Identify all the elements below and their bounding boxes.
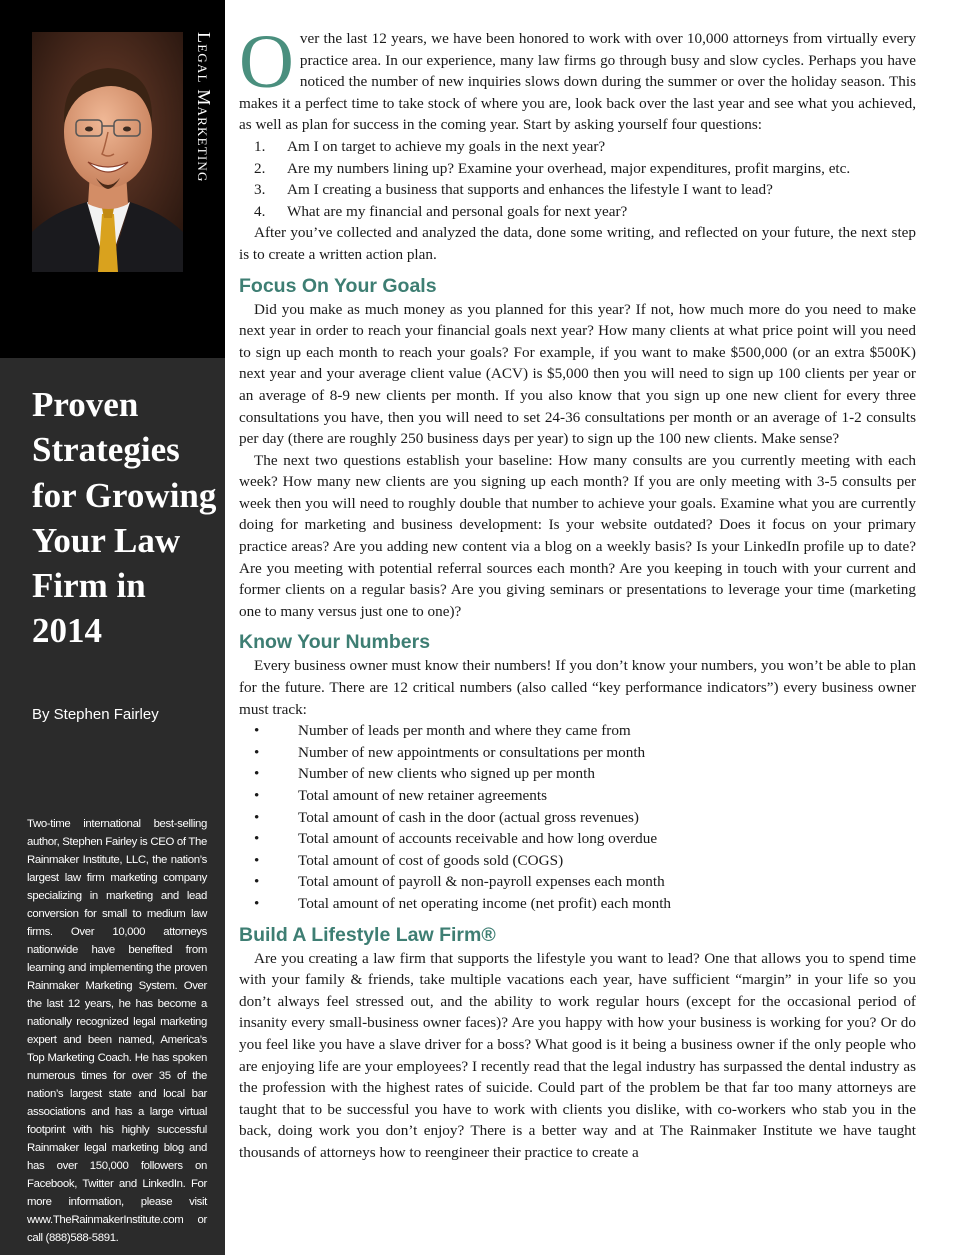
- bullet: •: [254, 743, 260, 761]
- list-item: [239, 136, 916, 158]
- column-label: [190, 32, 214, 238]
- lifestyle-paragraph-1: Are you creating a law firm that supports the lifestyle you want to lead? One that allows you to spend time with your family & friends, take multiple vacations each year, have sufficient “margin” in your life so you don’t always feel stressed out, and the ability to work regular hours (except for the occasional period of insanity every small-business owner faces)? Are you happy with how your business is working for you? Or do you feel like you have a slave driver for a boss? What good is it being a business owner if the only people who are enjoying life are your employees? I recently read that the legal industry has surpassed the dental industry as the profession with the highest rates of suicide. Could part of the problem be that far too many attorneys are taught that to be successful you have to work with clients you dislike, with co-workers who stab you in the back, doing work you don’t enjoy? There is a better way and at The Rainmaker Institute we have taught thousands of attorneys how to reengineer their practice to create a: [239, 949, 916, 1161]
- list-number: 1.: [254, 137, 266, 155]
- bullet: •: [254, 722, 260, 740]
- list-number: 3.: [254, 181, 266, 199]
- bullet: •: [254, 765, 260, 783]
- list-item-text: Am I on target to achieve my goals in the next year?: [287, 137, 606, 155]
- section-heading-lifestyle: Build A Lifestyle Law Firm®: [239, 923, 496, 946]
- list-item: [239, 807, 916, 829]
- key-numbers-list: [239, 720, 916, 914]
- list-item: [239, 158, 916, 180]
- goals-paragraph-1: Did you make as much money as you planned for this year? If not, how much more do you need to make next year in order to reach your financial goals next year? How many clients at what price point will you need to sign up each month to reach your goals? For example, if you want to make $500,000 (or an extra $500K) next year and your average client value (ACV) is $5,000 then you will need to sign up 100 clients per year or an average of 8-9 new clients per month. If you also know that you sign up one new client for every three consultations you have, then you will need to set 24-36 consultations per month or an average of 1-2 consults per day (there are roughly 250 business days per year) to sign up the 100 new clients. Make sense?: [239, 300, 916, 448]
- article-title: Proven Strategies for Growing Your Law Firm in 2014: [32, 385, 217, 651]
- list-item: [239, 893, 916, 915]
- list-item-text: Total amount of cash in the door (actual gross revenues): [298, 808, 639, 826]
- list-item: [239, 785, 916, 807]
- author-portrait-image: [32, 32, 183, 272]
- list-item: [239, 850, 916, 872]
- list-item-text: Total amount of net operating income (net profit) each month: [298, 894, 672, 912]
- list-item-text: Are my numbers lining up? Examine your overhead, major expenditures, profit margins, etc.: [287, 159, 851, 177]
- list-item-text: Number of leads per month and where they came from: [298, 722, 631, 740]
- intro-text: ver the last 12 years, we have been honored to work with over 10,000 attorneys from virtually every practice area. In our experience, many law firms go through busy and slow cycles. Perhaps you have noticed the number of new inquiries slows down during the summer or over the holiday season. This makes it a perfect time to take stock of where you are, look back over the last year and see what you achieved, as well as plan for success in the coming year. Start by asking yourself four questions:: [239, 30, 916, 134]
- list-item: [239, 763, 916, 785]
- intro-paragraph: [239, 20, 916, 136]
- column-label-text: Legal Marketing: [194, 32, 214, 183]
- list-number: 2.: [254, 159, 266, 177]
- section-heading-numbers: Know Your Numbers: [239, 631, 431, 654]
- list-item: [239, 720, 916, 742]
- list-item-text: Am I creating a business that supports and enhances the lifestyle I want to lead?: [287, 181, 773, 199]
- bullet: •: [254, 787, 260, 804]
- author-bio: Two-time international best-selling author, Stephen Fairley is CEO of The Rainmaker Institute, LLC, the nation’s largest law firm marketing company specializing in marketing and lead conversion for small to medium law firms. Over 10,000 attorneys nationwide have benefited from learning and implementing the proven Rainmaker Marketing System. Over the last 12 years, he has become a nationally recognized legal marketing expert and been named, America’s Top Marketing Coach. He has spoken numerous times for over 35 of the nation’s largest state and local bar associations and has a large virtual footprint with his highly successful Rainmaker legal marketing blog and has over 150,000 followers on Facebook, Twitter and LinkedIn. For more information, please visit www.TheRainmakerInstitute.com or call (888)588-5891.: [27, 818, 207, 1244]
- list-item-text: What are my financial and personal goals for next year?: [287, 202, 628, 220]
- numbers-paragraph-1: Every business owner must know their numbers! If you don’t know your numbers, you won’t be able to plan for the future. There are 12 critical numbers (also called “key performance indicators”) every business owner must track:: [239, 657, 916, 718]
- list-item: [239, 828, 916, 850]
- bullet: •: [254, 873, 260, 891]
- after-questions-paragraph: After you’ve collected and analyzed the data, done some writing, and reflected on your future, the next step is to create a written action plan.: [239, 224, 916, 263]
- list-item-text: Number of new appointments or consultations per month: [298, 743, 646, 761]
- bullet: •: [254, 808, 260, 826]
- bullet: •: [254, 830, 260, 848]
- section-heading-goals: Focus On Your Goals: [239, 274, 437, 297]
- bullet: •: [254, 894, 260, 912]
- list-item-text: Total amount of cost of goods sold (COGS): [298, 851, 564, 869]
- goals-paragraph-2: The next two questions establish your baseline: How many consults are you currently meeting with each week? How many new clients are you signing up each month? If you are only meeting with 3-5 consults per week then you will need to roughly double that number to achieve your goals. Examine what you are currently doing for marketing and business development: Is your website outdated? Does it focus on your primary practice areas? Are you adding new content via a blog on a weekly basis? Is your LinkedIn profile up to date? Are you meeting with potential referral sources each month? Are you keeping in touch with your current and former clients on a regular basis? Are you giving seminars or presentations to leverage your time (marketing one to many versus just one to one)?: [239, 451, 916, 620]
- list-item: [239, 179, 916, 201]
- list-item-text: Number of new clients who signed up per month: [298, 765, 595, 783]
- list-item-text: Total amount of new retainer agreements: [298, 787, 548, 804]
- questions-list: [239, 136, 916, 222]
- bullet: •: [254, 851, 260, 869]
- list-number: 4.: [254, 202, 266, 220]
- list-item: [239, 871, 916, 893]
- list-item-text: Total amount of payroll & non-payroll expenses each month: [298, 873, 665, 891]
- article-body: [239, 20, 916, 1164]
- author-photo: [32, 32, 183, 272]
- list-item: [239, 201, 916, 223]
- list-item-text: Total amount of accounts receivable and how long overdue: [298, 830, 658, 848]
- drop-cap: O: [239, 20, 294, 104]
- list-item: [239, 742, 916, 764]
- byline: By Stephen Fairley: [32, 706, 159, 723]
